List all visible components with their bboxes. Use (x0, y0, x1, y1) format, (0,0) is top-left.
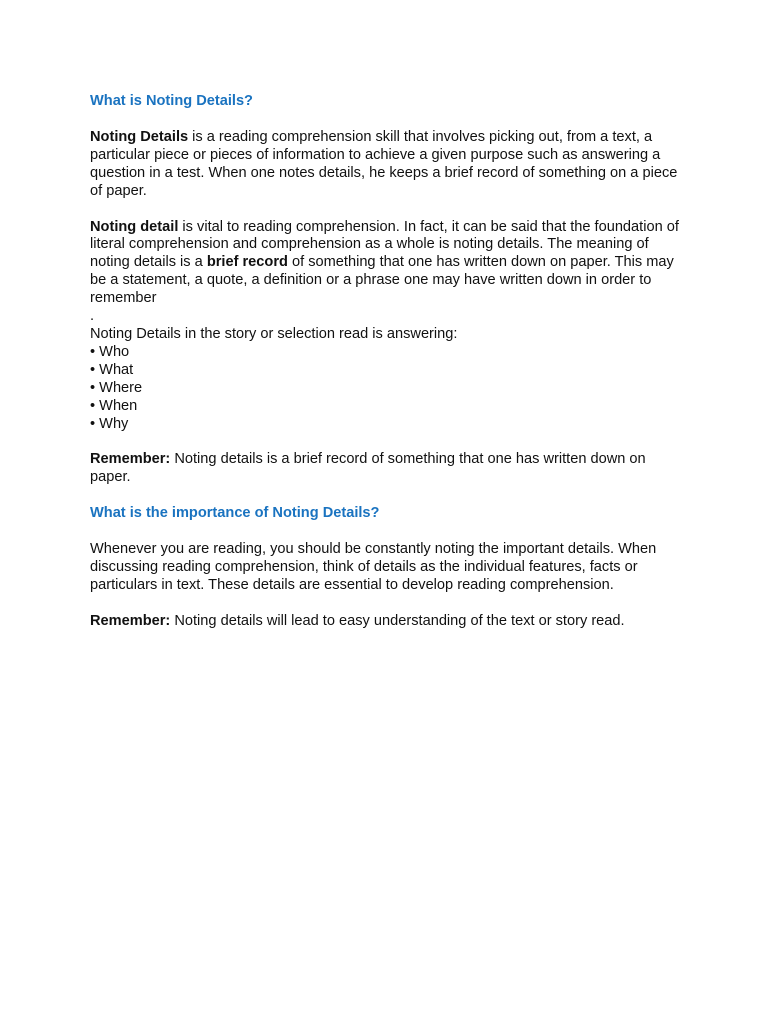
remember-label: Remember: (90, 612, 171, 629)
list-item: • Where (90, 379, 143, 396)
term-noting-details: Noting Details (90, 128, 189, 145)
list-item: • What (90, 361, 134, 378)
list-item: • Why (90, 415, 129, 432)
definition-text: is a reading comprehension skill that involves picking out, from a text, a particular piece or pieces of information to achieve a given purpose such as answering a question in a test. When one notes details, he keeps a brief record of something on a piece of paper. (90, 128, 678, 199)
importance-body-paragraph: Whenever you are reading, you should be constantly noting the important details. When discussing reading comprehension, think of details as the individual features, facts or particulars in text. These details are essential to develop reading comprehension. (90, 541, 657, 593)
remember-text: Noting details is a brief record of something that one has written down on paper. (90, 451, 646, 486)
importance-text-2: of something that one has written down on paper. This may be a statement, a quote, a definition or a phrase one may have written down in order to remember (90, 254, 674, 307)
remember-label: Remember: (90, 451, 171, 468)
term-noting-detail: Noting detail (90, 218, 179, 235)
question-list (90, 344, 682, 434)
stray-period: . (90, 308, 95, 325)
term-brief-record: brief record (206, 254, 288, 271)
document-body (90, 93, 682, 649)
remember-note-1 (90, 451, 682, 487)
importance-paragraph (90, 219, 682, 309)
remember-text: Noting details will lead to easy understanding of the text or story read. (170, 612, 625, 629)
importance-text-1: is vital to reading comprehension. In fact, it can be said that the foundation of literal comprehension and comprehension as a whole is noting details. The meaning of noting details is a (90, 218, 679, 271)
section-heading-noting-details: What is Noting Details? (90, 93, 253, 109)
list-intro: Noting Details in the story or selection read is answering: (90, 325, 458, 342)
remember-note-2 (90, 613, 682, 631)
section-heading-importance: What is the importance of Noting Details? (90, 505, 380, 522)
list-item: • Who (90, 343, 130, 360)
list-item: • When (90, 397, 138, 414)
definition-paragraph (90, 129, 682, 201)
